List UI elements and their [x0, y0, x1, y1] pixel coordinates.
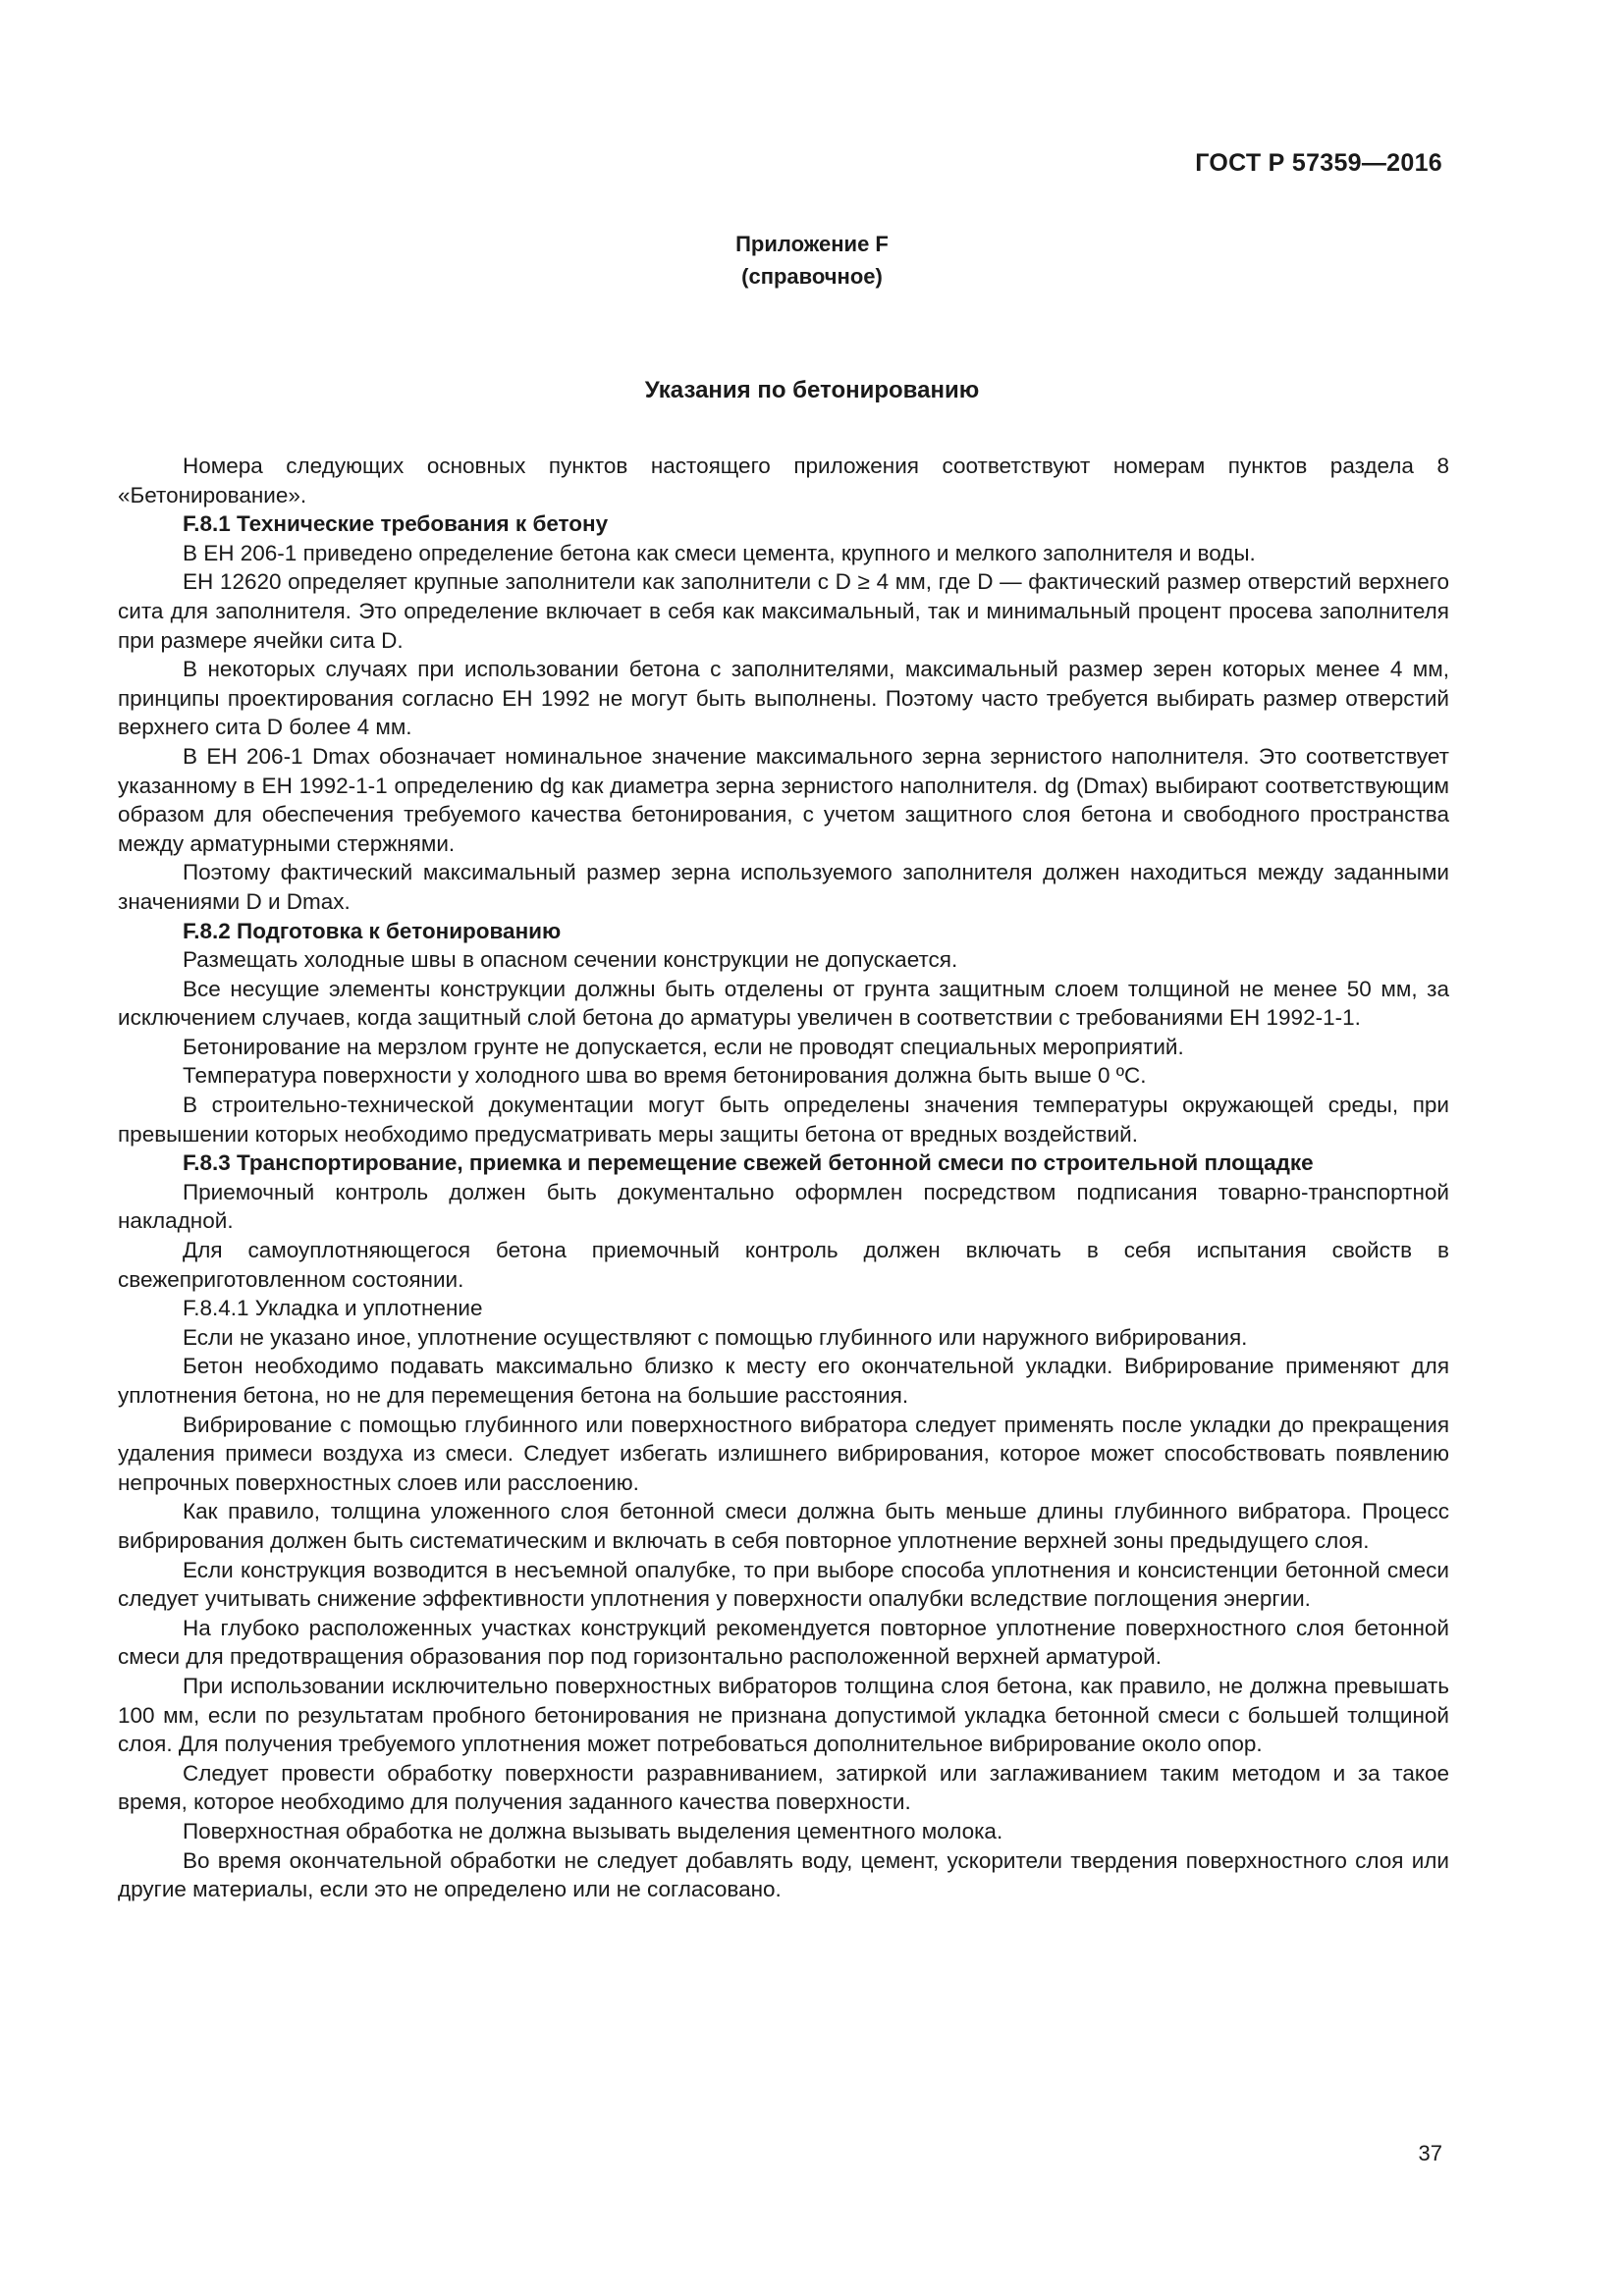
paragraph: Если конструкция возводится в несъемной опалубке, то при выборе способа уплотнения и консистенции бетонной смеси следует учитывать снижение эффективности уплотнения у поверхности опалубки вследствие поглощения энергии.: [118, 1557, 1449, 1612]
paragraph: Следует провести обработку поверхности разравниванием, затиркой или заглаживанием таким методом и за такое время, которое необходимо для получения заданного качества поверхности.: [118, 1760, 1449, 1815]
appendix-kind: (справочное): [741, 264, 883, 289]
subsection-heading: F.8.1 Технические требования к бетону: [183, 511, 609, 537]
paragraph: Вибрирование с помощью глубинного или поверхностного вибратора следует применять после укладки до прекращения удаления примеси воздуха из смеси. Следует избегать излишнего вибрирования, которое может способствовать появлению непрочных поверхностных слоев или расслоению.: [118, 1412, 1449, 1495]
subsection-heading: F.8.3 Транспортирование, приемка и перемещение свежей бетонной смеси по строительной площадке: [183, 1150, 1314, 1176]
paragraph: В ЕН 206-1 приведено определение бетона как смеси цемента, крупного и мелкого заполнителя и воды.: [183, 540, 1256, 565]
paragraph: Температура поверхности у холодного шва во время бетонирования должна быть выше 0 ºС.: [183, 1063, 1147, 1089]
paragraph: Если не указано иное, уплотнение осуществляют с помощью глубинного или наружного вибрирования.: [183, 1324, 1248, 1350]
paragraph: На глубоко расположенных участках конструкций рекомендуется повторное уплотнение поверхностного слоя бетонной смеси для предотвращения образования пор под горизонтально расположенной верхней арматурой.: [118, 1615, 1449, 1670]
page-number: 37: [1418, 2141, 1442, 2165]
paragraph: Бетонирование на мерзлом грунте не допускается, если не проводят специальных мероприятий.: [183, 1034, 1184, 1059]
paragraph: В ЕН 206-1 Dmax обозначает номинальное значение максимального зерна зернистого наполнителя. Это соответствует указанному в ЕН 1992-1-1 определению dg как диаметра зерна зернистого наполнителя. dg (Dmax) выбирают соответствующим образом для обеспечения требуемого качества бетонирования, с учетом защитного слоя бетона и свободного пространства между арматурными стержнями.: [118, 743, 1449, 856]
paragraph: Как правило, толщина уложенного слоя бетонной смеси должна быть меньше длины глубинного вибратора. Процесс вибрирования должен быть систематическим и включать в себя повторное уплотнение верхней зоны предыдущего слоя.: [118, 1499, 1449, 1553]
subsection-heading: F.8.2 Подготовка к бетонированию: [183, 918, 562, 943]
paragraph: Размещать холодные швы в опасном сечении конструкции не допускается.: [183, 947, 958, 973]
paragraph: Для самоуплотняющегося бетона приемочный контроль должен включать в себя испытания свойств в свежеприготовленном состоянии.: [118, 1238, 1449, 1292]
paragraph: Поэтому фактический максимальный размер зерна используемого заполнителя должен находиться между заданными значениями D и Dmax.: [118, 860, 1449, 914]
paragraph: В некоторых случаях при использовании бетона с заполнителями, максимальный размер зерен которых менее 4 мм, принципы проектирования согласно ЕН 1992 не могут быть выполнены. Поэтому часто требуется выбирать размер отверстий верхнего сита D более 4 мм.: [118, 657, 1449, 740]
paragraph: ЕН 12620 определяет крупные заполнители как заполнители с D ≥ 4 мм, где D — фактический размер отверстий верхнего сита для заполнителя. Это определение включает в себя как максимальный, так и минимальный процент просева заполнителя при размере ячейки сита D.: [118, 569, 1449, 653]
paragraph: Во время окончательной обработки не следует добавлять воду, цемент, ускорители твердения поверхностного слоя или другие материалы, если это не определено или не согласовано.: [118, 1847, 1449, 1902]
paragraph: В строительно-технической документации могут быть определены значения температуры окружающей среды, при превышении которых необходимо предусматривать меры защиты бетона от вредных воздействий.: [118, 1093, 1449, 1147]
document-code-header: ГОСТ Р 57359—2016: [1195, 149, 1442, 177]
paragraph: Номера следующих основных пунктов настоящего приложения соответствуют номерам пунктов раздела 8 «Бетонирование».: [118, 454, 1449, 507]
appendix-heading: [0, 228, 1624, 293]
paragraph: При использовании исключительно поверхностных вибраторов толщина слоя бетона, как правило, не должна превышать 100 мм, если по результатам пробного бетонирования не признана допустимой укладка бетонной смеси с большей толщиной слоя. Для получения требуемого уплотнения может потребоваться дополнительное вибрирование около опор.: [118, 1673, 1449, 1757]
paragraph: Все несущие элементы конструкции должны быть отделены от грунта защитным слоем толщиной не менее 50 мм, за исключением случаев, когда защитный слой бетона до арматуры увеличен в соответствии с требованиями ЕН 1992-1-1.: [118, 976, 1449, 1031]
subsection-heading: F.8.4.1 Укладка и уплотнение: [183, 1296, 483, 1321]
paragraph: Приемочный контроль должен быть документально оформлен посредством подписания товарно-транспортной накладной.: [118, 1179, 1449, 1234]
body-text: [118, 452, 1449, 1904]
paragraph: Поверхностная обработка не должна вызывать выделения цементного молока.: [183, 1818, 1003, 1843]
paragraph: Бетон необходимо подавать максимально близко к месту его окончательной укладки. Вибрирование применяют для уплотнения бетона, но не для перемещения бетона на большие расстояния.: [118, 1354, 1449, 1408]
section-title: Указания по бетонированию: [644, 377, 980, 403]
appendix-title: Приложение F: [735, 232, 889, 256]
